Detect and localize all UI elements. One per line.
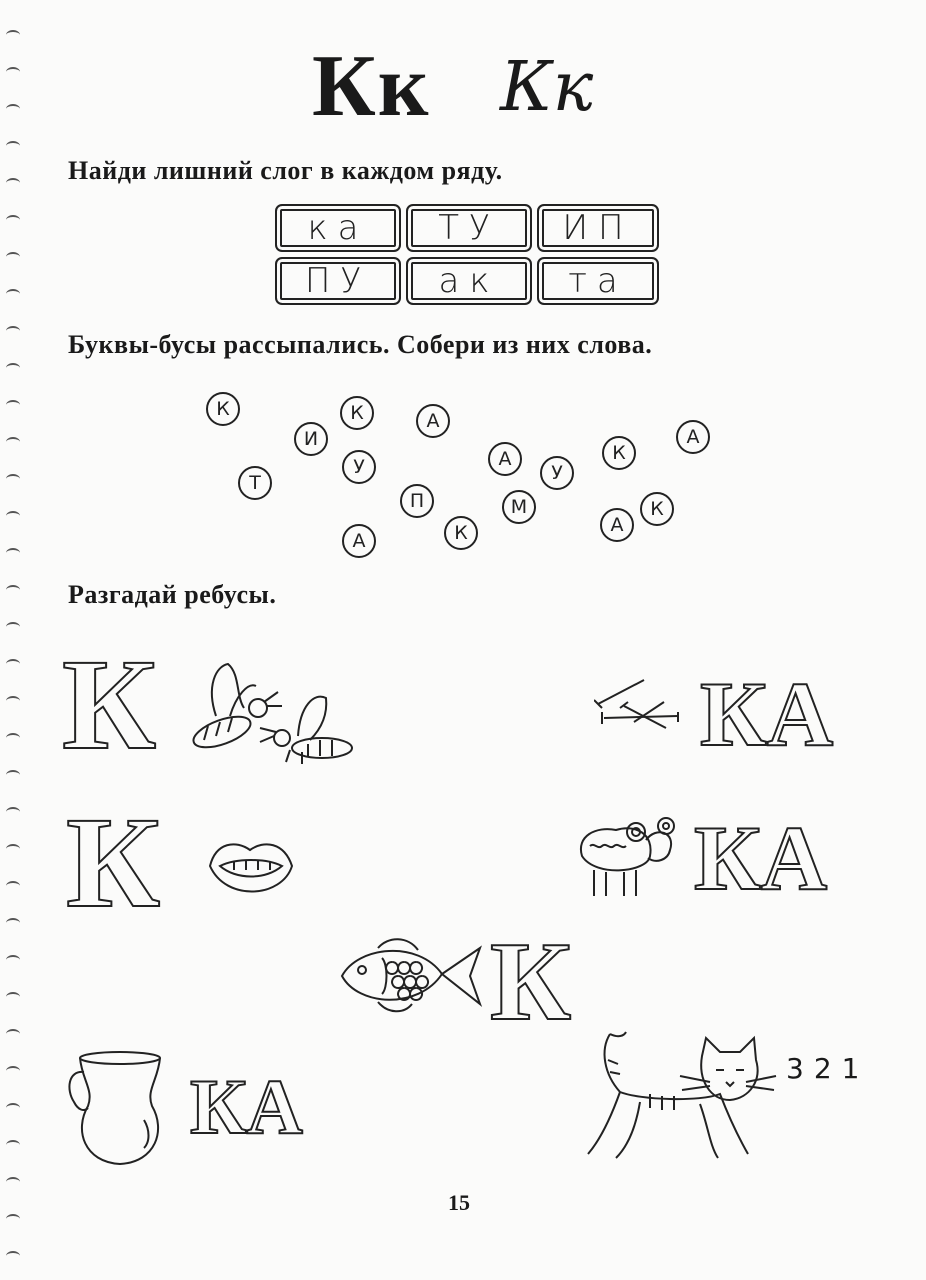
binding-ring	[6, 363, 20, 373]
bead: У	[540, 456, 574, 490]
task1-heading: Найди лишний слог в каждом ряду.	[68, 156, 503, 185]
binding-ring	[6, 252, 20, 262]
nails-icon	[594, 676, 686, 736]
binding-ring	[6, 400, 20, 410]
binding-ring	[6, 30, 20, 40]
binding-ring	[6, 881, 20, 891]
binding-ring	[6, 918, 20, 928]
fish-icon	[338, 934, 484, 1016]
bead: К	[640, 492, 674, 526]
binding-ring	[6, 437, 20, 447]
binding-ring	[6, 696, 20, 706]
bead: А	[676, 420, 710, 454]
syllable-cell: ка	[275, 204, 401, 252]
binding-ring	[6, 807, 20, 817]
rebus1-letter: К	[62, 633, 157, 777]
binding-ring	[6, 1140, 20, 1150]
binding-ring	[6, 659, 20, 669]
bead: К	[206, 392, 240, 426]
jug-icon	[64, 1050, 172, 1170]
rebus7-numbers: 321	[786, 1052, 870, 1085]
binding-ring	[6, 289, 20, 299]
bead: М	[502, 490, 536, 524]
binding-ring	[6, 178, 20, 188]
binding-ring	[6, 955, 20, 965]
binding-ring	[6, 1029, 20, 1039]
rebus4-letters: КА	[694, 807, 828, 909]
binding-ring	[6, 622, 20, 632]
page-number: 15	[448, 1190, 470, 1215]
syllable-cell: та	[537, 257, 659, 305]
bead: А	[416, 404, 450, 438]
rebus6-letters: КА	[190, 1063, 303, 1150]
bead: А	[600, 508, 634, 542]
binding-ring	[6, 1251, 20, 1261]
binding-ring	[6, 770, 20, 780]
task2-heading: Буквы-бусы рассыпались. Собери из них слова.	[68, 330, 653, 359]
binding-ring	[6, 67, 20, 77]
syllable-cell: ТУ	[406, 204, 532, 252]
binding-ring	[6, 548, 20, 558]
binding-ring	[6, 511, 20, 521]
bead: А	[342, 524, 376, 558]
cat-icon	[580, 1030, 780, 1172]
bead: А	[488, 442, 522, 476]
binding-ring	[6, 585, 20, 595]
bead: К	[602, 436, 636, 470]
rebus3-letter: К	[66, 791, 161, 935]
rebus5-letter: К	[490, 920, 572, 1044]
bead: И	[294, 422, 328, 456]
bead: К	[444, 516, 478, 550]
bead: К	[340, 396, 374, 430]
binding-ring	[6, 474, 20, 484]
task3-heading: Разгадай ребусы.	[68, 580, 277, 609]
ram-icon	[576, 816, 678, 900]
binding-ring	[6, 1066, 20, 1076]
syllable-cell: ИП	[537, 204, 659, 252]
binding-ring	[6, 215, 20, 225]
rebus2-letters: КА	[700, 663, 834, 765]
binding-ring	[6, 326, 20, 336]
binding-ring	[6, 733, 20, 743]
binding-ring	[6, 844, 20, 854]
binding-ring	[6, 1177, 20, 1187]
bead: Т	[238, 466, 272, 500]
syllable-cell: ак	[406, 257, 532, 305]
syllable-cell: ПУ	[275, 257, 401, 305]
wasps-icon	[186, 656, 358, 766]
binding-ring	[6, 141, 20, 151]
binding-ring	[6, 1214, 20, 1224]
binding-ring	[6, 104, 20, 114]
binding-ring	[6, 1103, 20, 1113]
binding-ring	[6, 992, 20, 1002]
bead: П	[400, 484, 434, 518]
lips-icon	[206, 836, 296, 912]
title-cursive-letter: Кк	[500, 48, 594, 127]
bead: У	[342, 450, 376, 484]
syllable-grid	[275, 204, 659, 305]
title-printed-letter: Кк	[312, 38, 431, 135]
